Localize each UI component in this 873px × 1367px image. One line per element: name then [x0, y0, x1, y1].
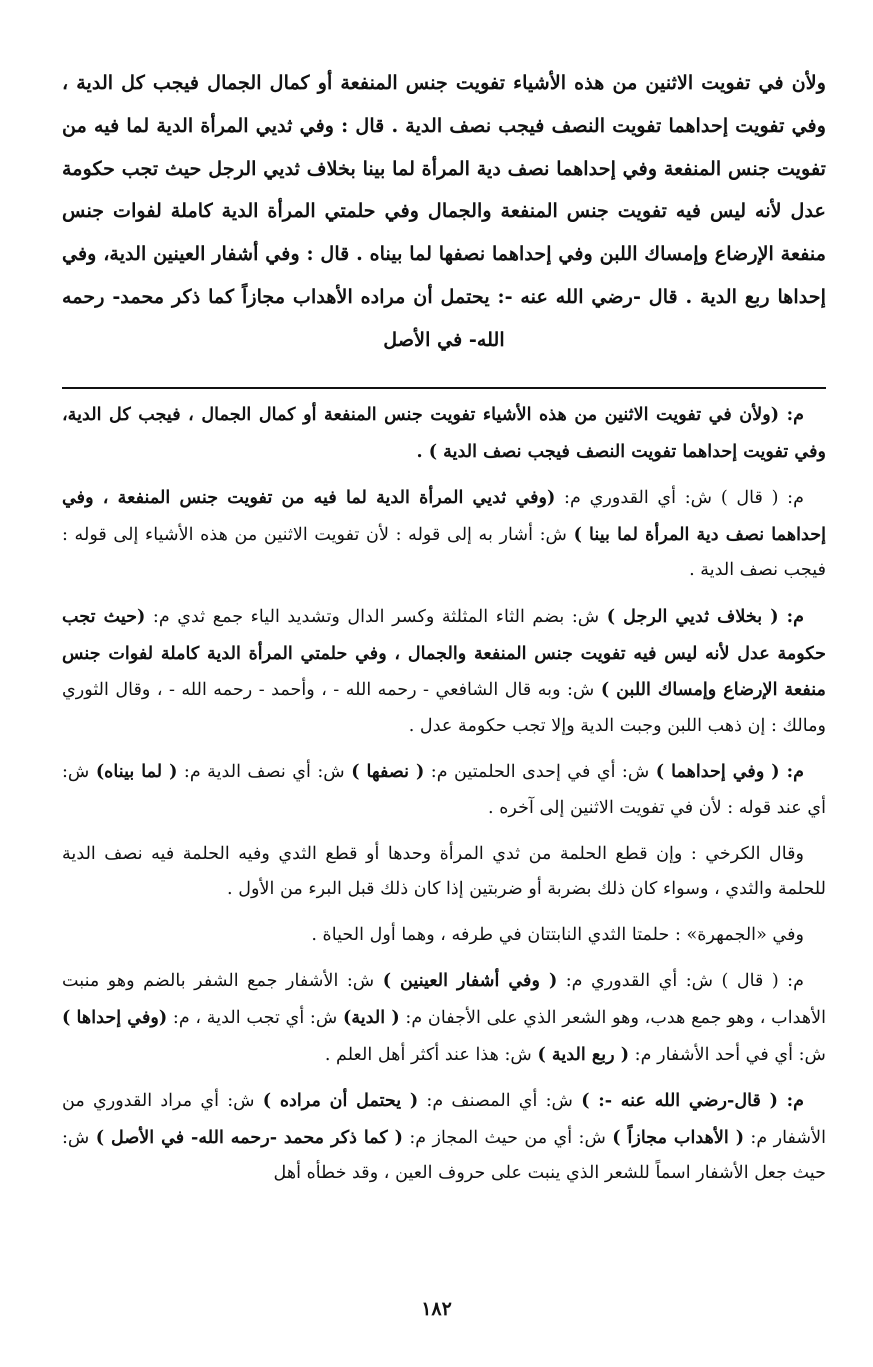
matn-quote: ( ربع الدية ): [537, 1043, 630, 1065]
commentary-paragraph: [62, 397, 826, 470]
matn-quote: ( الأهداب مجازاً ): [612, 1126, 745, 1148]
commentary-paragraph: [62, 918, 826, 954]
matn-quote: ( لما بيناه): [95, 761, 178, 783]
sharh-text: ش: بضم الثاء المثلثة وكسر الدال وتشديد الياء جمع ثدي م:: [145, 606, 607, 627]
commentary-paragraph: [62, 963, 826, 1073]
matn-quote: م: ( بخلاف ثديي الرجل ): [606, 605, 804, 627]
matn-quote: ( يحتمل أن مراده ): [262, 1090, 419, 1112]
commentary-paragraph: [62, 480, 826, 589]
matn-quote: (وفي ثديي المرأة الدية لما فيه من تفويت جنس المنفعة ، وفي إحداهما نصف دية المرأة لما بينا ): [62, 487, 826, 545]
sharh-text: ش: أي مراد القدوري من الأشفار م:: [62, 1091, 827, 1148]
sharh-text: وفي «الجمهرة» : حلمتا الثدي النابتتان في طرفه ، وهما أول الحياة .: [311, 924, 804, 945]
page-number: ١٨٢: [421, 1298, 452, 1320]
sharh-text: ش: أي عند قوله : لأن في تفويت الاثنين إلى آخره .: [62, 762, 826, 818]
sharh-text: ش: أي من حيث المجاز م:: [402, 1127, 613, 1148]
sharh-text: ش: أي تجب الدية ، م:: [167, 1007, 344, 1028]
commentary-paragraph: [62, 837, 826, 908]
commentary-paragraph: [62, 754, 826, 826]
matn-quote: (حيث تجب حكومة عدل لأنه ليس فيه تفويت جنس المنفعة والجمال ، وفي حلمتي المرأة الدية كاملة لفوات جنس منفعة الإرضاع وإمساك اللبن ): [62, 605, 826, 701]
main-text: ولأن في تفويت الاثنين من هذه الأشياء تفويت جنس المنفعة أو كمال الجمال فيجب كل الدية ، وفي تفويت إحداهما تفويت النصف فيجب نصف الدية . قال : وفي ثديي المرأة الدية لما فيه من تفويت جنس المنفعة وفي إحداهما نصف دية المرأة لما بينا بخلاف ثديي الرجل حيث تجب حكومة عدل لأنه ليس فيه تفويت جنس المنفعة والجمال وفي حلمتي المرأة الدية كاملة لفوات جنس منفعة الإرضاع وإمساك اللبن وفي إحداهما نصفها لما بيناه . قال : وفي أشفار العينين الدية، وفي إحداها ربع الدية . قال -رضي الله عنه -: يحتمل أن مراده الأهداب مجازاً كما ذكر محمد- رحمه الله- في الأصل: [62, 71, 826, 351]
commentary: [62, 397, 826, 1202]
sharh-text: ش: أي نصف الدية م:: [177, 762, 352, 783]
sharh-text: ش: وبه قال الشافعي - رحمه الله - ، وأحمد - رحمه الله - ، وقال الثوري ومالك : إن ذهب اللبن وجبت الدية وإلا تجب حكومة عدل .: [62, 680, 826, 736]
matn-quote: م: (ولأن في تفويت الاثنين من هذه الأشياء تفويت جنس المنفعة أو كمال الجمال ، فيجب كل الدية، وفي تفويت إحداهما تفويت النصف فيجب نصف الدية ) .: [62, 404, 826, 462]
sharh-text: ش: أشار به إلى قوله : لأن تفويت الاثنين من هذه الأشياء إلى قوله : فيجب نصف الدية .: [62, 524, 826, 581]
commentary-paragraph: [62, 599, 826, 744]
separator-rule: [62, 387, 826, 389]
matn-quote: م: ( وفي إحداهما ): [655, 761, 804, 783]
matn-quote: ( الدية): [343, 1006, 400, 1028]
sharh-text: ش: أي في أحد الأشفار م:: [629, 1044, 826, 1065]
matn-quote: ( نصفها ): [351, 761, 425, 783]
sharh-text: وقال الكرخي : وإن قطع الحلمة من ثدي المرأة وحدها أو قطع الثدي وفيه الحلمة فيه نصف الدية للحلمة والثدي ، وسواء كان ذلك بضربة أو ضربتين إذا كان ذلك قبل البرء من الأول .: [62, 843, 826, 900]
sharh-text: ش: هذا عند أكثر أهل العلم .: [324, 1044, 538, 1065]
commentary-paragraph: [62, 1083, 826, 1192]
sharh-text: ش: أي في إحدى الحلمتين م:: [424, 762, 656, 783]
sharh-text: ش: الأشفار جمع الشفر بالضم وهو منبت الأهداب ، وهو جمع هدب، وهو الشعر الذي على الأجفان م:: [62, 971, 827, 1028]
matn-quote: ( كما ذكر محمد -رحمه الله- في الأصل ): [95, 1126, 403, 1148]
matn-quote: ( وفي أشفار العينين ): [382, 970, 558, 992]
sharh-text: ش: أي المصنف م:: [418, 1091, 582, 1112]
sharh-text: ش: حيث جعل الأشفار اسماً للشعر الذي ينبت على حروف العين ، وقد خطأه أهل: [62, 1127, 826, 1184]
sharh-text: م: ( قال ) ش: أي القدوري م:: [557, 971, 804, 992]
matn-quote: م: ( قال-رضي الله عنه -: ): [581, 1090, 804, 1112]
matn-quote: (وفي إحداها ): [62, 1006, 168, 1028]
sharh-text: م: ( قال ) ش: أي القدوري م:: [555, 488, 804, 509]
